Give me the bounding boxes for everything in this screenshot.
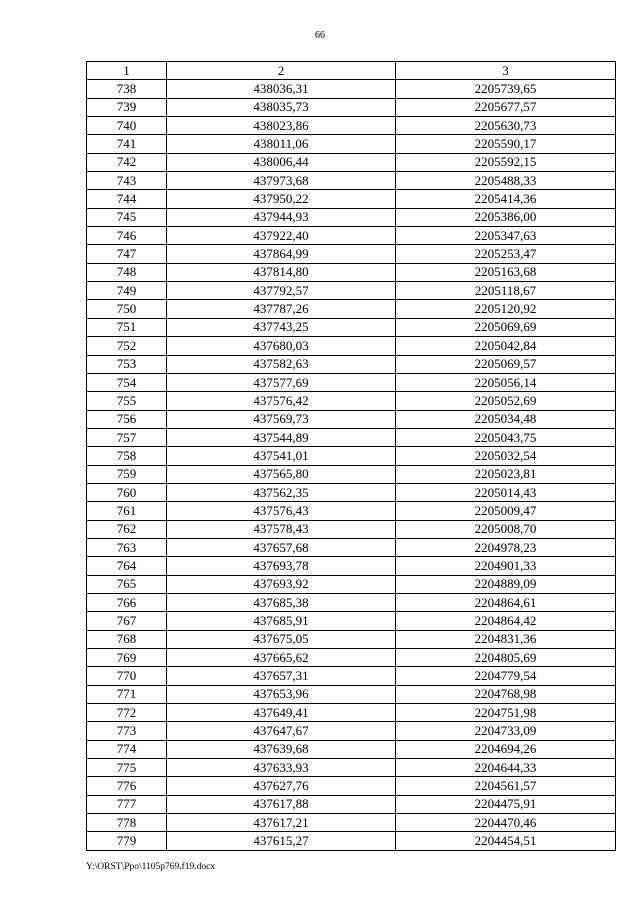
- x-coordinate-cell: 437792,57: [167, 282, 396, 300]
- x-coordinate-cell: 437864,99: [167, 245, 396, 263]
- y-coordinate-cell: 2204768,98: [396, 685, 616, 703]
- table-row: [87, 98, 616, 116]
- x-coordinate-cell: 437578,43: [167, 520, 396, 538]
- x-coordinate-cell: 438023,86: [167, 117, 396, 135]
- x-coordinate-cell: 437743,25: [167, 318, 396, 336]
- table-row: [87, 814, 616, 832]
- x-coordinate-cell: 437973,68: [167, 172, 396, 190]
- table-row: [87, 612, 616, 630]
- x-coordinate-cell: 437944,93: [167, 208, 396, 226]
- y-coordinate-cell: 2205014,43: [396, 483, 616, 501]
- y-coordinate-cell: 2205253,47: [396, 245, 616, 263]
- point-number-cell: 775: [87, 759, 167, 777]
- y-coordinate-cell: 2204864,61: [396, 593, 616, 611]
- x-coordinate-cell: 437627,76: [167, 777, 396, 795]
- table-row: [87, 685, 616, 703]
- column-header-2: 2: [167, 62, 396, 80]
- point-number-cell: 756: [87, 410, 167, 428]
- table-row: [87, 502, 616, 520]
- point-number-cell: 771: [87, 685, 167, 703]
- y-coordinate-cell: 2204889,09: [396, 575, 616, 593]
- point-number-cell: 760: [87, 483, 167, 501]
- x-coordinate-cell: 437680,03: [167, 337, 396, 355]
- point-number-cell: 753: [87, 355, 167, 373]
- table-row: [87, 704, 616, 722]
- table-row: [87, 318, 616, 336]
- x-coordinate-cell: 437685,38: [167, 593, 396, 611]
- column-header-1: 1: [87, 62, 167, 80]
- x-coordinate-cell: 438036,31: [167, 80, 396, 98]
- x-coordinate-cell: 437544,89: [167, 428, 396, 446]
- table-row: [87, 172, 616, 190]
- point-number-cell: 742: [87, 153, 167, 171]
- table-row: [87, 190, 616, 208]
- y-coordinate-cell: 2205043,75: [396, 428, 616, 446]
- table-row: [87, 373, 616, 391]
- x-coordinate-cell: 437665,62: [167, 649, 396, 667]
- table-row: [87, 227, 616, 245]
- point-number-cell: 739: [87, 98, 167, 116]
- table-row: [87, 153, 616, 171]
- y-coordinate-cell: 2205677,57: [396, 98, 616, 116]
- y-coordinate-cell: 2205023,81: [396, 465, 616, 483]
- point-number-cell: 757: [87, 428, 167, 446]
- table-row: [87, 740, 616, 758]
- point-number-cell: 759: [87, 465, 167, 483]
- y-coordinate-cell: 2205590,17: [396, 135, 616, 153]
- x-coordinate-cell: 437617,21: [167, 814, 396, 832]
- x-coordinate-cell: 437639,68: [167, 740, 396, 758]
- point-number-cell: 765: [87, 575, 167, 593]
- point-number-cell: 749: [87, 282, 167, 300]
- point-number-cell: 764: [87, 557, 167, 575]
- point-number-cell: 777: [87, 795, 167, 813]
- x-coordinate-cell: 437693,92: [167, 575, 396, 593]
- x-coordinate-cell: 437653,96: [167, 685, 396, 703]
- table-row: [87, 795, 616, 813]
- point-number-cell: 738: [87, 80, 167, 98]
- table-row: [87, 483, 616, 501]
- point-number-cell: 774: [87, 740, 167, 758]
- y-coordinate-cell: 2205008,70: [396, 520, 616, 538]
- table-row: [87, 428, 616, 446]
- point-number-cell: 767: [87, 612, 167, 630]
- y-coordinate-cell: 2204751,98: [396, 704, 616, 722]
- point-number-cell: 770: [87, 667, 167, 685]
- x-coordinate-cell: 438035,73: [167, 98, 396, 116]
- table-row: [87, 722, 616, 740]
- table-row: [87, 410, 616, 428]
- x-coordinate-cell: 437649,41: [167, 704, 396, 722]
- point-number-cell: 778: [87, 814, 167, 832]
- point-number-cell: 754: [87, 373, 167, 391]
- x-coordinate-cell: 437647,67: [167, 722, 396, 740]
- y-coordinate-cell: 2205056,14: [396, 373, 616, 391]
- table-body: [87, 80, 616, 850]
- x-coordinate-cell: 437675,05: [167, 630, 396, 648]
- table-row: [87, 392, 616, 410]
- x-coordinate-cell: 437657,68: [167, 538, 396, 556]
- y-coordinate-cell: 2205414,36: [396, 190, 616, 208]
- table-row: [87, 593, 616, 611]
- table-row: [87, 245, 616, 263]
- y-coordinate-cell: 2205739,65: [396, 80, 616, 98]
- y-coordinate-cell: 2204733,09: [396, 722, 616, 740]
- point-number-cell: 755: [87, 392, 167, 410]
- point-number-cell: 763: [87, 538, 167, 556]
- table-row: [87, 575, 616, 593]
- table-row: [87, 557, 616, 575]
- y-coordinate-cell: 2204805,69: [396, 649, 616, 667]
- x-coordinate-cell: 437565,80: [167, 465, 396, 483]
- x-coordinate-cell: 437541,01: [167, 447, 396, 465]
- point-number-cell: 746: [87, 227, 167, 245]
- point-number-cell: 750: [87, 300, 167, 318]
- table-row: [87, 649, 616, 667]
- point-number-cell: 740: [87, 117, 167, 135]
- table-row: [87, 520, 616, 538]
- y-coordinate-cell: 2205042,84: [396, 337, 616, 355]
- x-coordinate-cell: 438011,06: [167, 135, 396, 153]
- table-row: [87, 465, 616, 483]
- y-coordinate-cell: 2204470,46: [396, 814, 616, 832]
- point-number-cell: 772: [87, 704, 167, 722]
- point-number-cell: 752: [87, 337, 167, 355]
- table-row: [87, 538, 616, 556]
- table-row: [87, 777, 616, 795]
- point-number-cell: 743: [87, 172, 167, 190]
- y-coordinate-cell: 2205009,47: [396, 502, 616, 520]
- column-header-3: 3: [396, 62, 616, 80]
- table-row: [87, 282, 616, 300]
- page-number: 66: [315, 30, 325, 41]
- table-row: [87, 135, 616, 153]
- table-row: [87, 80, 616, 98]
- x-coordinate-cell: 437569,73: [167, 410, 396, 428]
- y-coordinate-cell: 2205163,68: [396, 263, 616, 281]
- y-coordinate-cell: 2204831,36: [396, 630, 616, 648]
- table-row: [87, 300, 616, 318]
- y-coordinate-cell: 2204779,54: [396, 667, 616, 685]
- y-coordinate-cell: 2204694,26: [396, 740, 616, 758]
- point-number-cell: 773: [87, 722, 167, 740]
- x-coordinate-cell: 438006,44: [167, 153, 396, 171]
- point-number-cell: 761: [87, 502, 167, 520]
- y-coordinate-cell: 2205630,73: [396, 117, 616, 135]
- x-coordinate-cell: 437657,31: [167, 667, 396, 685]
- x-coordinate-cell: 437950,22: [167, 190, 396, 208]
- y-coordinate-cell: 2205052,69: [396, 392, 616, 410]
- point-number-cell: 779: [87, 832, 167, 850]
- point-number-cell: 762: [87, 520, 167, 538]
- point-number-cell: 758: [87, 447, 167, 465]
- point-number-cell: 747: [87, 245, 167, 263]
- x-coordinate-cell: 437787,26: [167, 300, 396, 318]
- point-number-cell: 745: [87, 208, 167, 226]
- point-number-cell: 769: [87, 649, 167, 667]
- table-row: [87, 355, 616, 373]
- table-row: [87, 667, 616, 685]
- table-row: [87, 208, 616, 226]
- x-coordinate-cell: 437576,43: [167, 502, 396, 520]
- y-coordinate-cell: 2204864,42: [396, 612, 616, 630]
- table-row: [87, 263, 616, 281]
- x-coordinate-cell: 437576,42: [167, 392, 396, 410]
- x-coordinate-cell: 437615,27: [167, 832, 396, 850]
- x-coordinate-cell: 437633,93: [167, 759, 396, 777]
- point-number-cell: 741: [87, 135, 167, 153]
- x-coordinate-cell: 437814,80: [167, 263, 396, 281]
- point-number-cell: 768: [87, 630, 167, 648]
- point-number-cell: 766: [87, 593, 167, 611]
- x-coordinate-cell: 437617,88: [167, 795, 396, 813]
- x-coordinate-cell: 437562,35: [167, 483, 396, 501]
- table-row: [87, 630, 616, 648]
- table-row: [87, 759, 616, 777]
- y-coordinate-cell: 2205069,57: [396, 355, 616, 373]
- point-number-cell: 748: [87, 263, 167, 281]
- y-coordinate-cell: 2204475,91: [396, 795, 616, 813]
- x-coordinate-cell: 437577,69: [167, 373, 396, 391]
- y-coordinate-cell: 2205347,63: [396, 227, 616, 245]
- y-coordinate-cell: 2204454,51: [396, 832, 616, 850]
- x-coordinate-cell: 437685,91: [167, 612, 396, 630]
- table-header-row: [87, 62, 616, 80]
- coordinates-table: [86, 61, 616, 851]
- point-number-cell: 744: [87, 190, 167, 208]
- x-coordinate-cell: 437582,63: [167, 355, 396, 373]
- x-coordinate-cell: 437693,78: [167, 557, 396, 575]
- y-coordinate-cell: 2205120,92: [396, 300, 616, 318]
- y-coordinate-cell: 2205386,00: [396, 208, 616, 226]
- point-number-cell: 776: [87, 777, 167, 795]
- y-coordinate-cell: 2204978,23: [396, 538, 616, 556]
- y-coordinate-cell: 2205032,54: [396, 447, 616, 465]
- table-row: [87, 337, 616, 355]
- x-coordinate-cell: 437922,40: [167, 227, 396, 245]
- point-number-cell: 751: [87, 318, 167, 336]
- document-file-path: Y:\ORST\Ppo\1105p769.f19.docx: [86, 862, 216, 872]
- y-coordinate-cell: 2205592,15: [396, 153, 616, 171]
- y-coordinate-cell: 2204901,33: [396, 557, 616, 575]
- table-row: [87, 117, 616, 135]
- y-coordinate-cell: 2205118,67: [396, 282, 616, 300]
- table-row: [87, 447, 616, 465]
- y-coordinate-cell: 2205034,48: [396, 410, 616, 428]
- y-coordinate-cell: 2205488,33: [396, 172, 616, 190]
- y-coordinate-cell: 2205069,69: [396, 318, 616, 336]
- table-row: [87, 832, 616, 850]
- y-coordinate-cell: 2204644,33: [396, 759, 616, 777]
- y-coordinate-cell: 2204561,57: [396, 777, 616, 795]
